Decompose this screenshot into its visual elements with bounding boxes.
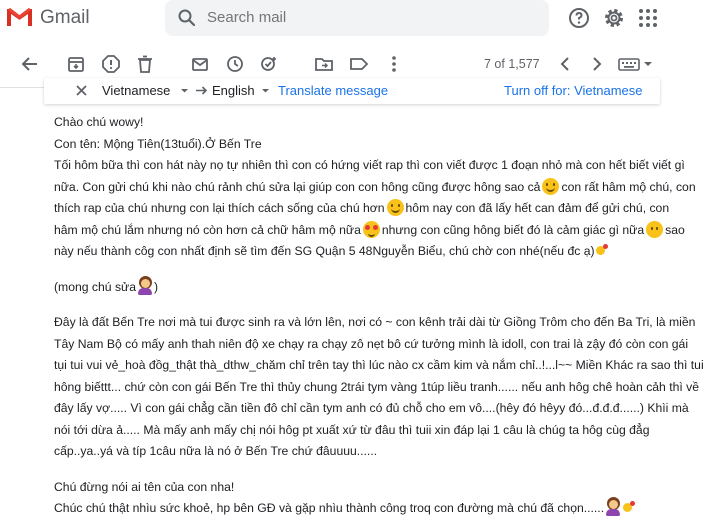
body-line: Chú đừng nói ai tên của con nha! [54, 479, 235, 494]
paragraph-gap [54, 263, 660, 277]
body-text: sao [665, 222, 685, 237]
body-text: (mong chú sửa [54, 279, 136, 294]
older-chevron-right-icon[interactable] [586, 54, 606, 74]
target-dropdown-icon[interactable] [258, 83, 273, 98]
pager-count: 7 of 1,577 [484, 57, 540, 71]
search-icon[interactable] [177, 8, 197, 28]
smiling-face-emoji-icon [387, 199, 404, 216]
search-bar[interactable] [165, 0, 549, 36]
help-icon[interactable] [567, 6, 591, 30]
body-line: Tây Nam Bộ có mấy anh thah niên độ xe chạy ra chạy zô nẹt bô cứ tưởng mình là idoll, con trai là zậy đó còn con gái [54, 336, 689, 351]
body-text: nữa. Con gửi chú khi nào chú rảnh chú sửa lại giúp con con hông cũng được hông sao cả [54, 179, 541, 194]
body-text: thích rap của chú nhưng con lại thích cách sống của chú hơn [54, 201, 385, 215]
source-language[interactable]: Vietnamese [102, 83, 171, 98]
heart-eyes-emoji-icon [363, 221, 380, 238]
body-text: con rất hâm mộ chú, con [561, 179, 696, 194]
body-line: Tối hôm bữa thì con hát này nọ tự nhiên thì con có hứng viết rap thì con viết được 1 đoạn nhỏ mà con hết biết viết gì [54, 158, 685, 172]
body-text: Chúc chú thật nhìu sức khoẻ, hp bên GĐ và gặp nhìu thành công troq con đường mà chú đã chọn...... [54, 501, 605, 515]
body-text: hâm mộ chú lắm nhưng nó còn hơn cả chữ hâm mộ nữa [54, 222, 361, 237]
message-body [54, 112, 704, 520]
translate-close-icon[interactable] [74, 83, 89, 98]
woman-raising-hand-emoji-icon [137, 278, 153, 295]
label-tag-icon[interactable] [349, 54, 369, 74]
newer-chevron-left-icon[interactable] [556, 54, 576, 74]
more-options-icon[interactable] [384, 54, 404, 74]
body-text: nhưng con cũng hông biết đó là cảm giác gì nữa [381, 222, 645, 237]
paragraph-gap [54, 463, 660, 477]
body-line [54, 177, 696, 199]
body-line [54, 198, 670, 220]
body-line [54, 277, 660, 299]
keyboard-dropdown-arrow-icon[interactable] [642, 54, 654, 74]
back-arrow-icon[interactable] [20, 54, 40, 74]
body-line: Đây là đất Bến Tre nơi mà tui được sinh ra và lớn lên, nơi có ~ con kênh trải dài từ Giồng Trôm cho đến Ba Tri, là miền [54, 315, 696, 329]
translate-message-link[interactable]: Translate message [278, 83, 389, 98]
apps-grid-icon[interactable] [636, 6, 660, 30]
body-line: nói tới dừa ả..... Mà mấy anh mấy chị nói hôg pt xuất xứ từ đâu thì tuii xin đáp lại 1 câu là chúg ta hôg cùg đẳg [54, 422, 650, 437]
snooze-clock-icon[interactable] [225, 54, 245, 74]
translate-bar [44, 78, 660, 104]
greeting-line: Chào chú wowy! [54, 115, 144, 129]
body-line: Con tên: Mộng Tiên(13tuổi).Ở Bến Tre [54, 136, 262, 151]
body-line: cấp..ya..yá và típ 1câu nữa là nó ở Bến Tre chứ đâuuuu...... [54, 444, 378, 458]
face-blowing-kiss-emoji-icon [623, 501, 636, 514]
body-line: tụi tui vui vẻ_hoà đồg_thật thà_dthw_chăm chỉ trên tay thì lúc nào cx cầm kim và nắm chỉ..!...l~~ Miền Khác ra sao thì tui [54, 358, 704, 372]
body-text: này nếu thành côg con nhất định sẽ tìm đến SG Quận 5 48Nguyễn Biểu, chú chờ con nhé(nếu đc ạ) [54, 244, 595, 258]
woman-raising-hand-emoji-icon [605, 499, 621, 516]
paragraph-gap [54, 298, 660, 312]
move-to-folder-icon[interactable] [314, 54, 334, 74]
delete-trash-icon[interactable] [135, 54, 155, 74]
body-line [54, 498, 660, 520]
translate-arrow-icon [194, 83, 209, 98]
mark-unread-icon[interactable] [190, 54, 210, 74]
face-blowing-kiss-emoji-icon [596, 244, 609, 257]
gmail-logo-icon[interactable] [6, 6, 33, 28]
body-line: hông biếttt... chứ còn con gái Bến Tre thì thủy chung 2trái tym vàng 1túp liều tranh...... nếu anh hôg chê hoàn cảh thì về [54, 379, 700, 394]
body-text: hôm nay con đã lấy hết can đảm để gửi chú, con [405, 201, 670, 215]
gmail-header [0, 0, 660, 40]
target-language[interactable]: English [212, 83, 255, 98]
add-to-tasks-icon[interactable] [259, 54, 279, 74]
input-tools-keyboard-icon[interactable] [618, 54, 640, 74]
body-text: ) [154, 279, 159, 294]
settings-gear-icon[interactable] [602, 6, 626, 30]
smiling-face-emoji-icon [542, 178, 559, 195]
report-spam-icon[interactable] [101, 54, 121, 74]
body-line: đây lấy vợ..... Vì con gái chẳg cần tiền đô chỉ cần tym anh có đủ chỗ cho em vô....(hêy đó hêyy đó...đ.đ.đ......) Khìi mà [54, 401, 689, 415]
no-mouth-emoji-icon [646, 221, 663, 238]
archive-icon[interactable] [66, 54, 86, 74]
source-dropdown-icon[interactable] [177, 83, 192, 98]
turn-off-translate-link[interactable]: Turn off for: Vietnamese [504, 83, 643, 98]
body-line [54, 220, 685, 242]
gmail-wordmark[interactable]: Gmail [40, 7, 90, 28]
search-input[interactable] [207, 9, 507, 26]
body-line [54, 241, 660, 263]
